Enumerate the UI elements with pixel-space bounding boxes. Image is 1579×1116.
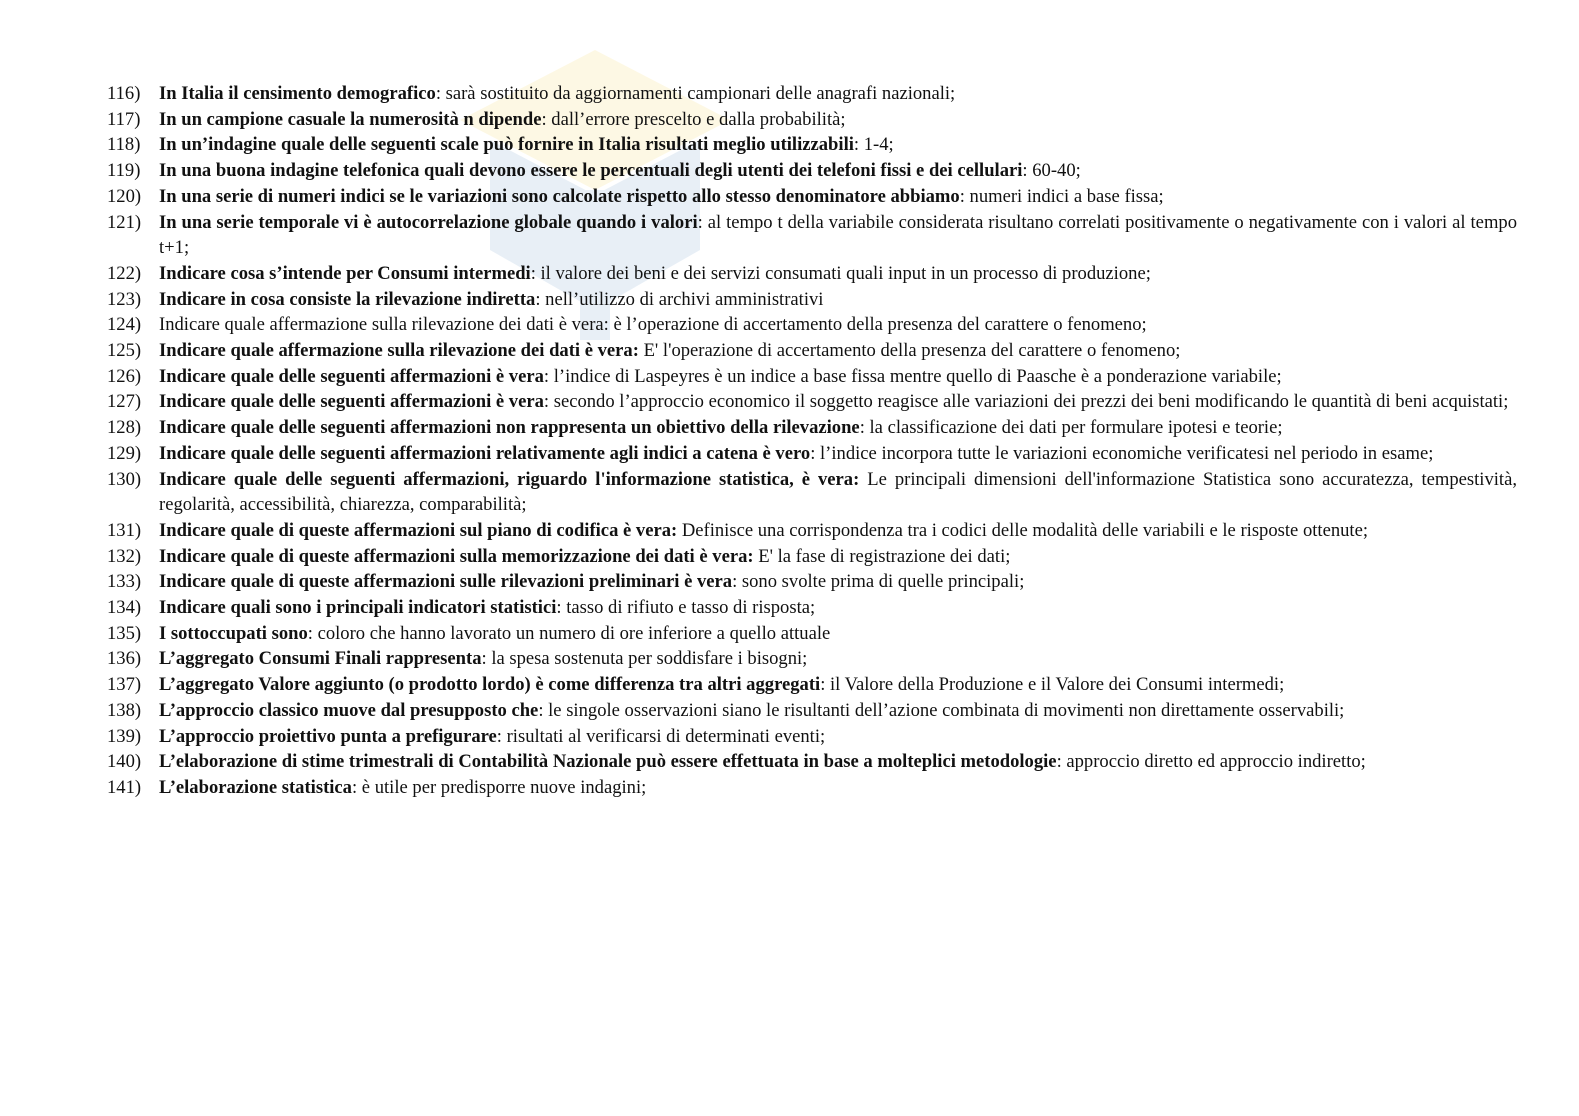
item-question: Indicare quali sono i principali indicatori statistici [159, 597, 557, 619]
list-item [107, 775, 1517, 801]
item-answer: E' la fase di registrazione dei dati; [753, 545, 1011, 567]
item-text [159, 158, 1517, 184]
item-question: Indicare quale di queste affermazioni sulla memorizzazione dei dati è vera: [159, 545, 754, 567]
item-text [159, 749, 1517, 775]
item-text [159, 467, 1517, 518]
item-number: 130) [107, 468, 142, 490]
item-number: 122) [107, 262, 142, 284]
item-answer: : la classificazione dei dati per formulare ipotesi e teorie; [859, 417, 1283, 439]
item-text [159, 389, 1517, 415]
item-question: In un’indagine quale delle seguenti scale può fornire in Italia risultati meglio utilizzabili [159, 134, 854, 156]
item-answer: : tasso di rifiuto e tasso di risposta; [556, 597, 816, 619]
list-item [107, 595, 1517, 621]
list-item [107, 389, 1517, 415]
item-question: Indicare cosa s’intende per Consumi intermedi [159, 262, 531, 284]
item-question: In una buona indagine telefonica quali devono essere le percentuali degli utenti dei telefoni fissi e dei cellulari [159, 160, 1023, 182]
item-answer: : il Valore della Produzione e il Valore dei Consumi intermedi; [820, 674, 1285, 696]
item-answer: : il valore dei beni e dei servizi consumati quali input in un processo di produzione; [530, 262, 1151, 284]
item-answer: : l’indice di Laspeyres è un indice a base fissa mentre quello di Paasche è a ponderazione variabile; [543, 365, 1282, 387]
item-text [159, 287, 1517, 313]
item-answer: : al tempo t della variabile considerata risultano correlati positivamente o negativamente con i valori al tempo t+1; [159, 211, 1517, 259]
item-question: In una serie di numeri indici se le variazioni sono calcolate rispetto allo stesso denominatore abbiamo [159, 185, 960, 207]
list-item [107, 364, 1517, 390]
item-answer: : sono svolte prima di quelle principali; [732, 571, 1025, 593]
item-number: 120) [107, 185, 142, 207]
item-answer: : la spesa sostenuta per soddisfare i bisogni; [481, 648, 808, 670]
item-answer: : numeri indici a base fissa; [959, 185, 1164, 207]
item-answer: : secondo l’approccio economico il soggetto reagisce alle variazioni dei prezzi dei beni modificando le quantità di beni acquistati; [543, 391, 1509, 413]
item-text [159, 724, 1517, 750]
list-item [107, 544, 1517, 570]
item-text [159, 107, 1517, 133]
item-number: 139) [107, 725, 142, 747]
item-text [159, 672, 1517, 698]
list-item [107, 724, 1517, 750]
item-text [159, 184, 1517, 210]
item-number: 136) [107, 648, 142, 670]
item-text [159, 132, 1517, 158]
item-text [159, 569, 1517, 595]
item-number: 123) [107, 288, 142, 310]
list-item [107, 107, 1517, 133]
list-item [107, 184, 1517, 210]
item-text [159, 621, 1517, 647]
item-question: In Italia il censimento demografico [159, 83, 436, 104]
item-question: Indicare quale delle seguenti affermazioni non rappresenta un obiettivo della rilevazione [159, 417, 860, 439]
item-text [159, 210, 1517, 261]
item-text [159, 312, 1517, 338]
item-text [159, 646, 1517, 672]
item-answer: : dall’errore prescelto e dalla probabilità; [541, 108, 846, 130]
item-number: 129) [107, 442, 142, 464]
item-answer: : nell’utilizzo di archivi amministrativi [535, 288, 824, 310]
item-number: 128) [107, 417, 142, 439]
item-number: 118) [107, 134, 141, 156]
item-number: 119) [107, 160, 141, 182]
item-number: 141) [107, 776, 142, 798]
item-number: 135) [107, 622, 142, 644]
item-text [159, 338, 1517, 364]
list-item [107, 518, 1517, 544]
item-number: 126) [107, 365, 142, 387]
list-item [107, 749, 1517, 775]
item-question: I sottoccupati sono [159, 622, 308, 644]
item-number: 121) [107, 211, 142, 233]
item-text [159, 544, 1517, 570]
item-answer: : le singole osservazioni siano le risultanti dell’azione combinata di movimenti non direttamente osservabili; [538, 699, 1345, 721]
item-number: 134) [107, 597, 142, 619]
item-answer: : risultati al verificarsi di determinati eventi; [496, 725, 826, 747]
item-question: Indicare quale di queste affermazioni sulle rilevazioni preliminari è vera [159, 571, 733, 593]
list-item [107, 415, 1517, 441]
item-number: 125) [107, 340, 142, 362]
item-question: L’approccio classico muove dal presupposto che [159, 699, 539, 721]
item-answer: : l’indice incorpora tutte le variazioni economiche verificatesi nel periodo in esame; [810, 442, 1434, 464]
item-text [159, 595, 1517, 621]
item-answer: : è utile per predisporre nuove indagini; [351, 776, 647, 798]
item-text [159, 518, 1517, 544]
item-question: L’aggregato Consumi Finali rappresenta [159, 648, 482, 670]
item-question: Indicare quale delle seguenti affermazioni è vera [159, 365, 544, 387]
item-question: L’elaborazione statistica [159, 776, 352, 798]
item-text [159, 364, 1517, 390]
item-answer: : 60-40; [1022, 160, 1081, 182]
list-item [107, 81, 1517, 107]
list-item [107, 338, 1517, 364]
item-question: Indicare quale delle seguenti affermazioni, riguardo l'informazione statistica, è vera: [159, 468, 860, 490]
question-answer-list [107, 81, 1517, 801]
item-question: L’aggregato Valore aggiunto (o prodotto lordo) è come differenza tra altri aggregati [159, 674, 821, 696]
item-text [159, 81, 1517, 107]
list-item [107, 621, 1517, 647]
list-item [107, 672, 1517, 698]
item-question: L’elaborazione di stime trimestrali di Contabilità Nazionale può essere effettuata in base a molteplici metodologie [159, 751, 1057, 773]
item-text [159, 698, 1517, 724]
item-question: Indicare in cosa consiste la rilevazione indiretta [159, 288, 536, 310]
item-number: 116) [107, 83, 141, 104]
list-item [107, 287, 1517, 313]
list-item [107, 646, 1517, 672]
item-number: 131) [107, 519, 142, 541]
item-question: Indicare quale affermazione sulla rilevazione dei dati è vera: [159, 340, 639, 362]
item-number: 124) [107, 314, 142, 336]
list-item [107, 261, 1517, 287]
item-answer: : approccio diretto ed approccio indiretto; [1056, 751, 1366, 773]
list-item [107, 210, 1517, 261]
item-number: 133) [107, 571, 142, 593]
item-question: Indicare quale delle seguenti affermazioni è vera [159, 391, 544, 413]
item-text [159, 441, 1517, 467]
item-question: In un campione casuale la numerosità n dipende [159, 108, 542, 130]
item-text [159, 261, 1517, 287]
list-item [107, 312, 1517, 338]
list-item [107, 467, 1517, 518]
list-item [107, 698, 1517, 724]
item-answer: Definisce una corrispondenza tra i codici delle modalità delle variabili e le risposte ottenute; [677, 519, 1369, 541]
list-item [107, 132, 1517, 158]
item-question: L’approccio proiettivo punta a prefigurare [159, 725, 497, 747]
item-number: 117) [107, 108, 141, 130]
list-item [107, 569, 1517, 595]
list-item [107, 441, 1517, 467]
item-number: 138) [107, 699, 142, 721]
item-number: 140) [107, 751, 142, 773]
item-answer: : coloro che hanno lavorato un numero di ore inferiore a quello attuale [307, 622, 831, 644]
item-answer: E' l'operazione di accertamento della presenza del carattere o fenomeno; [638, 340, 1181, 362]
item-question: Indicare quale delle seguenti affermazioni relativamente agli indici a catena è vero [159, 442, 811, 464]
item-number: 127) [107, 391, 142, 413]
item-number: 137) [107, 674, 142, 696]
item-question: Indicare quale di queste affermazioni sul piano di codifica è vera: [159, 519, 678, 541]
item-question: In una serie temporale vi è autocorrelazione globale quando i valori [159, 211, 698, 233]
list-item [107, 158, 1517, 184]
item-number: 132) [107, 545, 142, 567]
item-text [159, 775, 1517, 801]
item-text [159, 415, 1517, 441]
item-answer: : 1-4; [853, 134, 894, 156]
item-answer: Le principali dimensioni dell'informazione Statistica sono accuratezza, tempestività, regolarità, accessibilità, chiarezza, comparabilità; [159, 468, 1517, 516]
item-answer: : sarà sostituito da aggiornamenti campionari delle anagrafi nazionali; [435, 83, 956, 104]
item-answer: Indicare quale affermazione sulla rilevazione dei dati è vera: è l’operazione di accertamento della presenza del carattere o fenomeno; [159, 314, 1147, 336]
